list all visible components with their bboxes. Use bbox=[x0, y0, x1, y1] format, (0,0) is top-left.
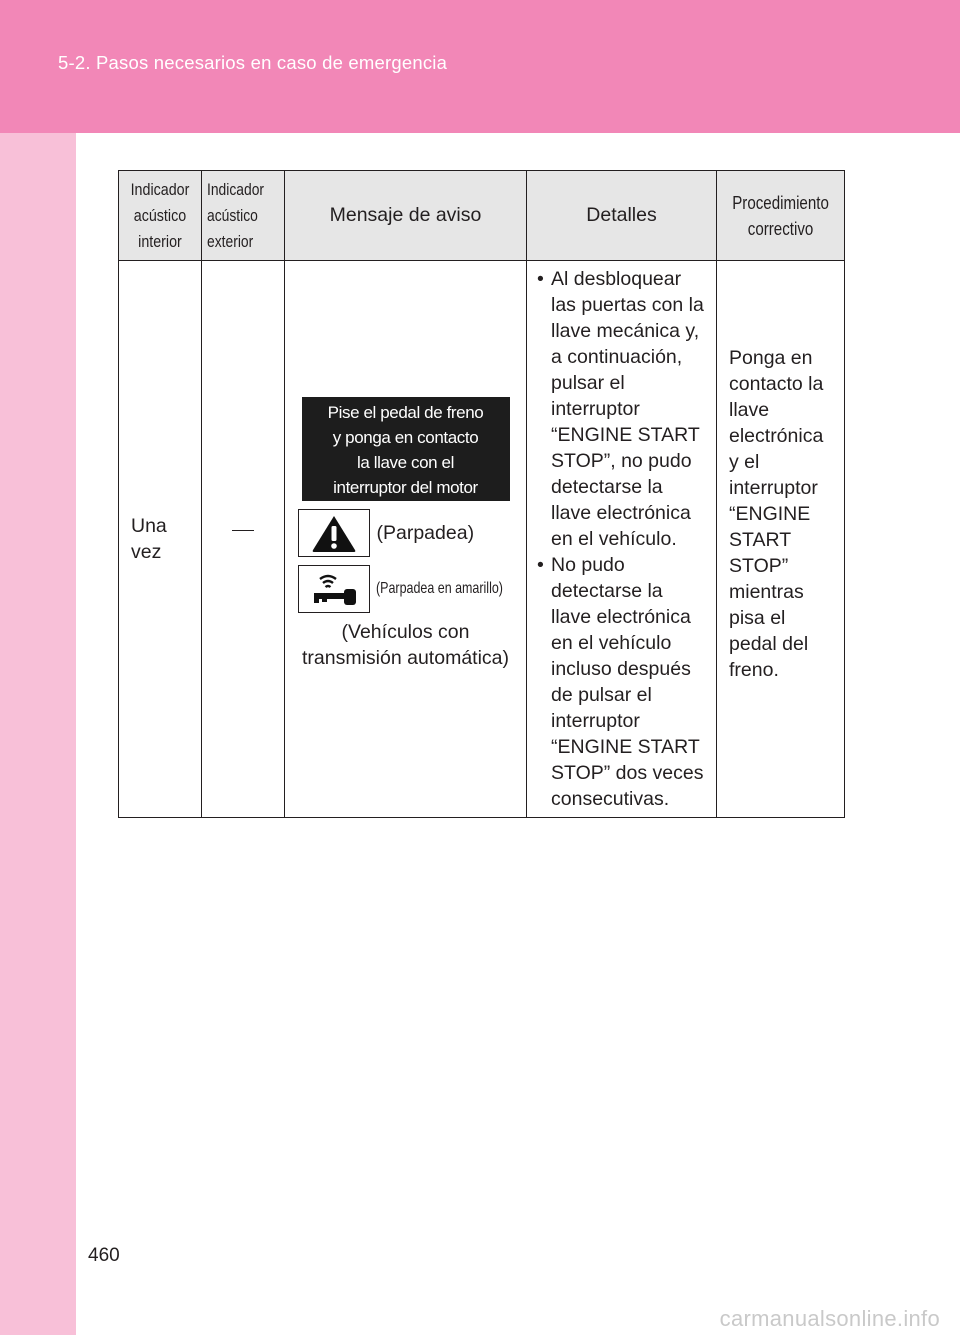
header-exterior-buzzer: Indicador acústico exterior bbox=[202, 171, 285, 261]
header-details: Detalles bbox=[527, 171, 717, 261]
vehicle-note: (Vehículos con transmisión automática) bbox=[302, 621, 509, 669]
cell-corrective-procedure: Ponga en contacto la llave electrónica y el interruptor “ENGINE START STOP” mientras pisa el pedal del freno. bbox=[717, 261, 845, 818]
list-item: • No pudo detectarse la llave electrónica en el vehículo incluso después de pulsar el interruptor “ENGINE START STOP” dos veces consecutivas. bbox=[537, 552, 716, 812]
multi-info-display: Pise el pedal de freno y ponga en contacto la llave con el interruptor del motor bbox=[302, 397, 510, 501]
cell-warning-message bbox=[285, 261, 527, 818]
page-number: 460 bbox=[88, 1245, 120, 1266]
table-row bbox=[119, 261, 845, 818]
cell-interior-buzzer: Una vez bbox=[119, 261, 202, 818]
details-list bbox=[537, 266, 716, 812]
page-header bbox=[0, 0, 960, 133]
cell-exterior-buzzer bbox=[202, 261, 285, 818]
warning-triangle-icon bbox=[298, 509, 370, 557]
watermark: carmanualsonline.info bbox=[719, 1306, 940, 1331]
page-sidebar-band bbox=[0, 0, 76, 1335]
warning-blink-label: (Parpadea) bbox=[376, 522, 475, 544]
section-title: 5-2. Pasos necesarios en caso de emergencia bbox=[58, 52, 448, 73]
header-corrective-procedure: Procedimiento correctivo bbox=[717, 171, 845, 261]
smart-key-icon bbox=[298, 565, 370, 613]
header-warning-message: Mensaje de aviso bbox=[285, 171, 527, 261]
key-blink-label: (Parpadea en amarillo) bbox=[375, 580, 503, 597]
warning-table bbox=[118, 170, 845, 818]
cell-details bbox=[527, 261, 717, 818]
table-header-row bbox=[119, 171, 845, 261]
dash-not-applicable bbox=[232, 530, 254, 531]
list-item: • Al desbloquear las puertas con la llave mecánica y, a continuación, pulsar el interruptor “ENGINE START STOP”, no pudo detectarse la llave electrónica en el vehículo. bbox=[537, 266, 716, 552]
header-interior-buzzer: Indicador acústico interior bbox=[119, 171, 202, 261]
